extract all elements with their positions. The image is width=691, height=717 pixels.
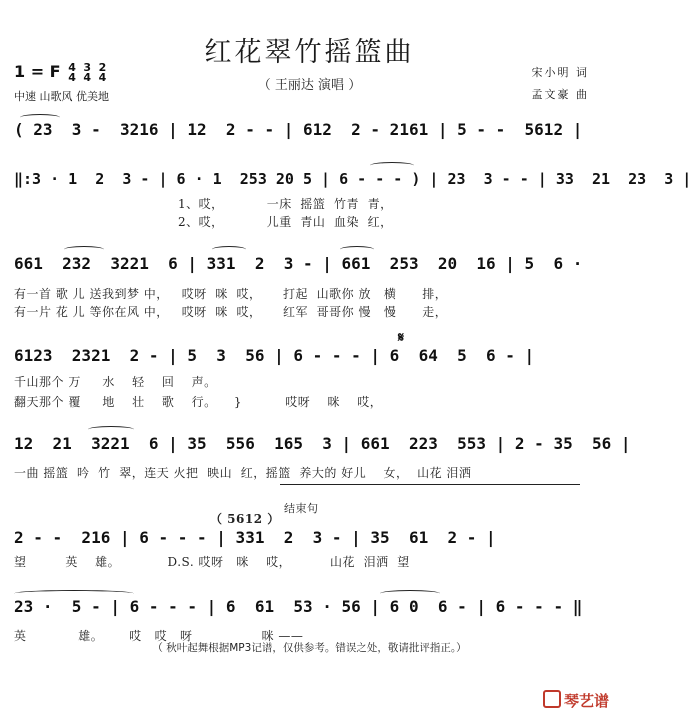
lyric-verse-2-line-2: 2、哎， 儿重 青山 血染 红， [14, 215, 393, 229]
lyric-verse-1-line-3: 有一首 歌 儿 送我到梦 中， 哎呀 咪 哎， 打起 山歌你 放 横 排， [14, 287, 448, 301]
lyric-verse-2-line-3: 有一片 花 儿 等你在风 中， 哎呀 咪 哎， 红军 哥哥你 慢 慢 走， [14, 305, 448, 319]
lyric-line-7: 英 雄。 哎 哎 呀 咪 —— [14, 629, 304, 643]
key-label: 1 = F [14, 62, 61, 81]
footnote: （ 秋叶起舞根据MP3记谱，仅供参考。错误之处，敬请批评指正。） [152, 642, 467, 654]
watermark-text: 琴艺谱 [563, 692, 609, 710]
slur [88, 426, 134, 433]
notation-line-3: 661 232 3221 6 | 331 2 3 - | 661 253 20 16 | 5 6 · [14, 254, 583, 273]
notation-line-1: ( 23 3 - 3216 | 12 2 - - | 612 2 - 2161 | 5 - - 5612 | [14, 120, 583, 139]
notation-line-6: 2 - - 216 | 6 - - - | 331 2 3 - | 35 61 2 - | [14, 528, 496, 547]
ending-bracket-line [280, 484, 580, 485]
tie-slur [380, 590, 440, 597]
notation-line-5: 12 21 3221 6 | 35 556 165 3 | 661 223 553 | 2 - 35 56 | [14, 434, 631, 453]
lyric-line-6: 望 英 雄。 D.S. 哎呀 咪 哎， 山花 泪洒 望 [14, 555, 410, 569]
logo-icon [543, 690, 561, 708]
lyric-verse-1-line-2: 1、哎， 一床 摇篮 竹青 青， [14, 197, 393, 211]
ending-label: 结束句 [284, 502, 319, 515]
tie-slur [14, 590, 134, 597]
song-title: 红花翠竹摇篮曲 [204, 37, 415, 68]
time-signature-2: 3 4 [83, 60, 92, 84]
time-signature-1: 4 4 [68, 60, 76, 84]
notation-line-4: 6123 2321 2 - | 5 3 56 | 6 - - - | 6 64 5 6 - | [14, 346, 535, 365]
notation-line-2: ‖:3 · 1 2 3 - | 6 · 1 253 20 5 | 6 - - - ) | 23 3 - - | 33 21 23 3 | [14, 170, 691, 188]
tempo-marking: 中速 山歌风 优美地 [14, 90, 109, 103]
time-signature-3: 2 4 [98, 60, 107, 84]
slur [212, 246, 246, 253]
slur [340, 246, 374, 253]
lyric-line-5: 一曲 摇篮 吟 竹 翠，连天 火把 映山 红，摇篮 养大的 好儿 女， 山花 泪洒 [14, 466, 472, 480]
slur [370, 162, 414, 169]
lyricist-credit: 宋小明 词 [531, 66, 589, 79]
slur [64, 246, 104, 253]
notation-line-7: 23 · 5 - | 6 - - - | 6 61 53 · 56 | 6 0 6 - | 6 - - - ‖ [14, 597, 583, 616]
watermark-logo [543, 690, 609, 711]
composer-credit: 孟文豪 曲 [531, 88, 589, 101]
lyric-verse-1-line-4: 千山那个 万 水 轻 回 声。 [14, 375, 217, 389]
segno-sign: 𝄋 [398, 330, 405, 346]
optional-bracket: （ 5612 ） [210, 512, 280, 526]
singer-credit: （ 王丽达 演唱 ） [257, 78, 362, 93]
slur [20, 114, 60, 121]
lyric-verse-2-line-4: 翻天那个 覆 地 壮 歌 行。 } 哎呀 咪 哎， [14, 395, 383, 409]
key-signature [14, 62, 106, 83]
